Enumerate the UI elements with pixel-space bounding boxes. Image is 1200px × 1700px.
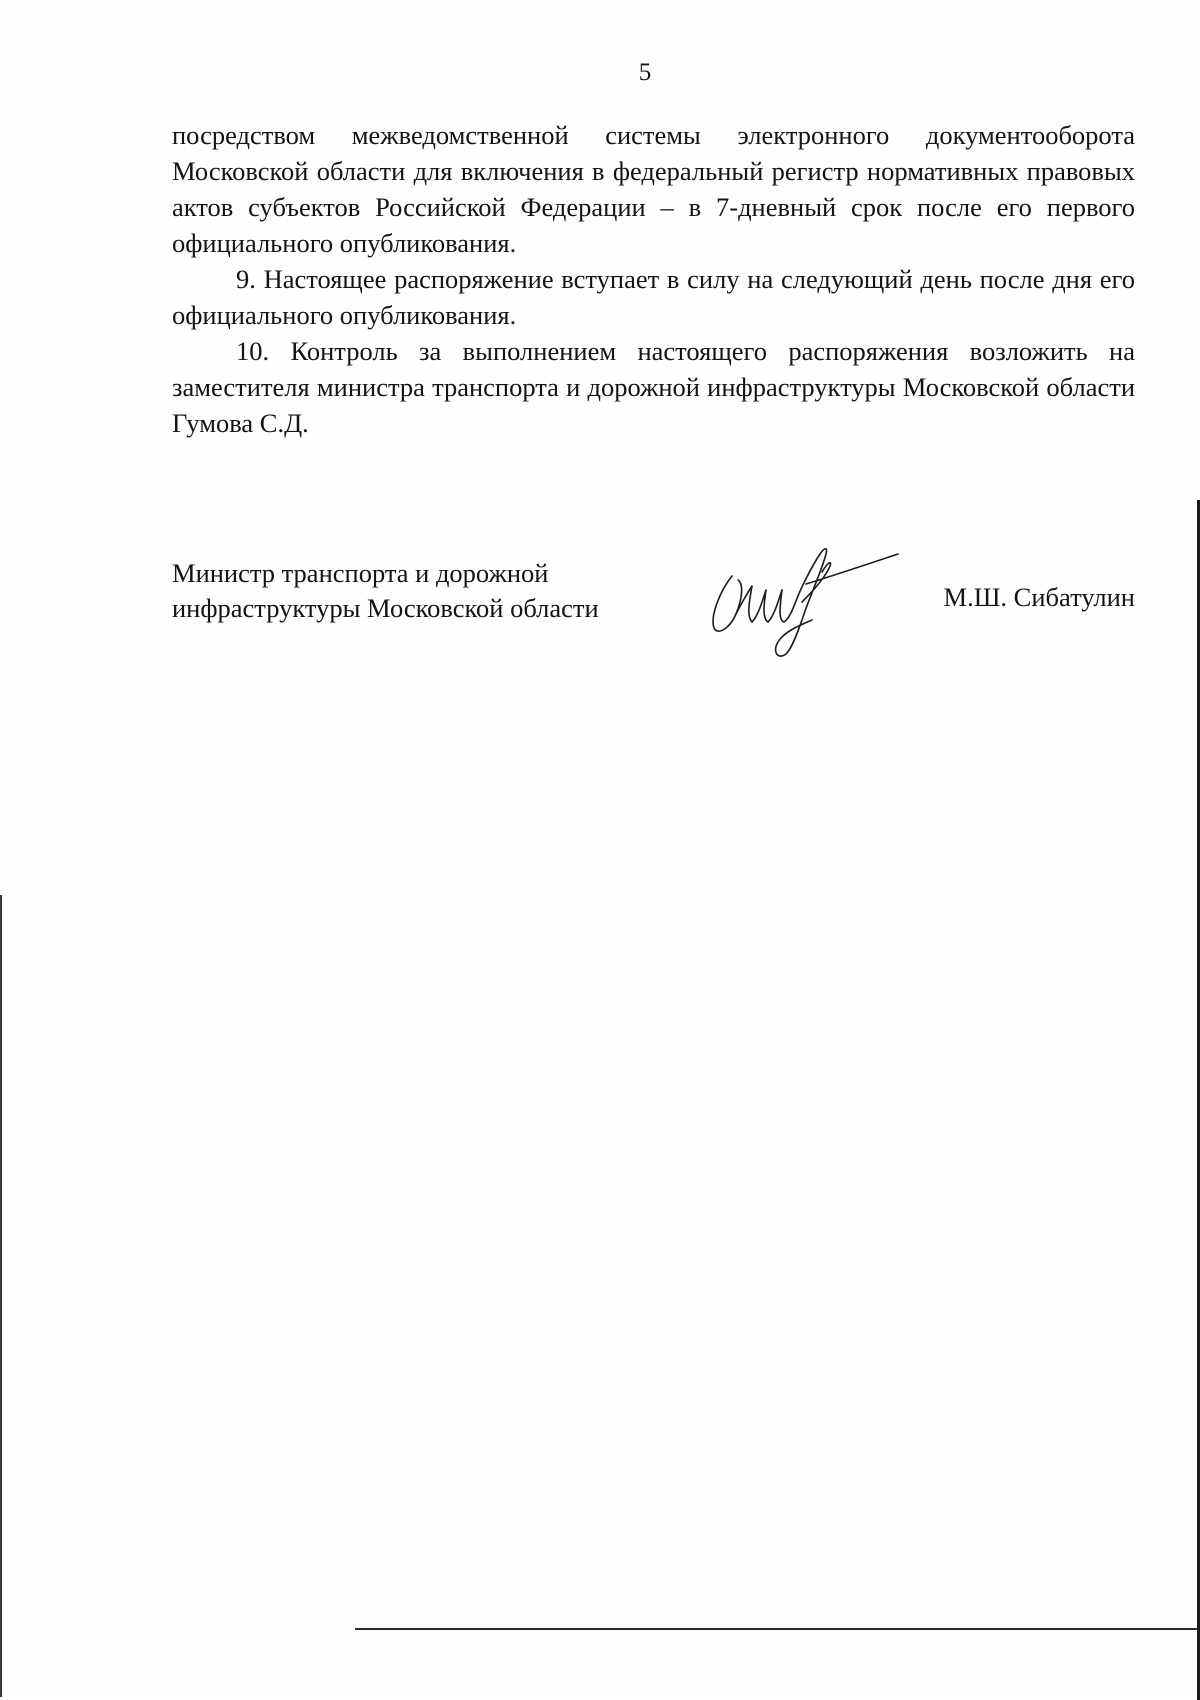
- page-number: 5: [638, 59, 652, 86]
- signer-title-line-1: Министр транспорта и дорожной: [172, 558, 549, 588]
- paragraph-item-10: 10. Контроль за выполнением настоящего распоряжения возложить на заместителя министра транспорта и дорожной инфраструктуры Московской области Гумова С.Д.: [172, 336, 1135, 438]
- signature-block: [172, 556, 1135, 676]
- footer-rule: [355, 1628, 1200, 1630]
- paragraph-continuation: посредством межведомственной системы электронного документооборота Московской области для включения в федеральный регистр нормативных правовых актов субъектов Российской Федерации – в 7-дневный срок после его первого официального опубликования.: [172, 120, 1135, 258]
- document-body: [172, 117, 1135, 441]
- signer-name: М.Ш. Сибатулин: [943, 582, 1135, 612]
- scan-edge-left: [0, 895, 2, 1697]
- signer-title: [172, 556, 599, 626]
- handwritten-signature: [702, 536, 902, 661]
- signer-title-line-2: инфраструктуры Московской области: [172, 593, 599, 623]
- paragraph-item-9: 9. Настоящее распоряжение вступает в силу на следующий день после дня его официального опубликования.: [172, 264, 1135, 330]
